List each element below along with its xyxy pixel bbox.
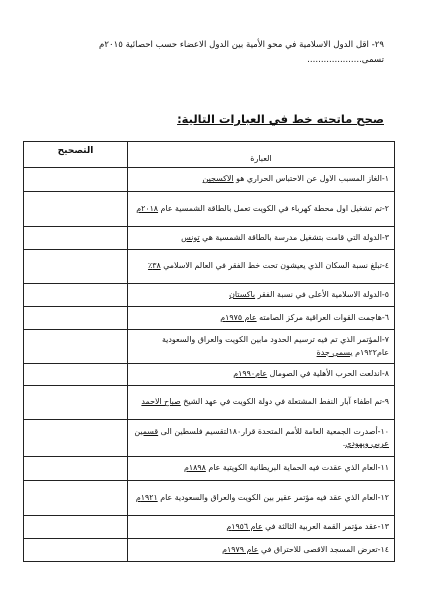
correction-cell[interactable] (24, 227, 128, 250)
underlined-term: عام ١٩٧٥م (220, 312, 257, 322)
statement-cell (128, 386, 395, 420)
underlined-term: ١٩٢١م (135, 492, 158, 502)
statement-text: ٩-تم اطفاء آبار النفط المشتعلة في دولة الكويت في عهد الشيخ (180, 397, 389, 407)
question-29-text: ٢٩- اقل الدول الاسلامية في محو الأمية بين الدول الاعضاء حسب احصائية ٢٠١٥م (99, 40, 384, 50)
statement-text: ١١-العام الذي عقدت فيه الحماية البريطانية الكويتية عام (205, 463, 389, 473)
statement-cell (128, 250, 395, 284)
statement-text: ١٣-عقد مؤتمر القمة العربية الثالثة في (262, 521, 389, 531)
table-row (24, 457, 395, 481)
table-row (24, 307, 395, 330)
underlined-term: صباح الاحمد (141, 397, 181, 407)
statement-text: ٨-اندلعت الحرب الأهلية في الصومال (267, 369, 389, 379)
underlined-term: عام ١٩٧٩م (222, 544, 259, 554)
underlined-term: قسمين عربي ويهودي (134, 426, 389, 448)
header-statement: العبارة (128, 142, 395, 168)
statement-text: ٢-تم تشغيل اول محطة كهرباء في الكويت تعمل بالطاقة الشمسية عام (158, 203, 389, 213)
correction-cell[interactable] (24, 481, 128, 516)
underlined-term: يسمى جدة (316, 347, 353, 357)
statement-cell (128, 227, 395, 250)
table-row (24, 481, 395, 516)
correction-cell[interactable] (24, 284, 128, 307)
correction-cell[interactable] (24, 386, 128, 420)
statement-cell (128, 481, 395, 516)
correction-cell[interactable] (24, 516, 128, 539)
correction-cell[interactable] (24, 307, 128, 330)
statement-text: ٥-الدولة الاسلامية الأعلى في نسبة الفقر (255, 289, 389, 299)
table-row (24, 168, 395, 192)
statement-text: ٣-الدولة التي قامت بتشغيل مدرسة بالطاقة الشمسية هي (199, 232, 389, 242)
table-row (24, 364, 395, 386)
statement-cell (128, 192, 395, 227)
underlined-term: باكستان (229, 289, 256, 299)
table-row (24, 386, 395, 420)
question-29 (34, 38, 384, 68)
statement-cell (128, 364, 395, 386)
table-row (24, 250, 395, 284)
header-correction: التصحيح (24, 142, 128, 168)
correction-cell[interactable] (24, 250, 128, 284)
table-header-row (24, 142, 395, 168)
table-row (24, 227, 395, 250)
underlined-term: ٣٨٪ (147, 261, 161, 271)
underlined-term: عام١٩٩٠م (233, 369, 268, 379)
correction-cell[interactable] (24, 364, 128, 386)
statement-text: ٦-هاجمت القوات العراقية مركز الصامته (256, 312, 389, 322)
underlined-term: عام ١٩٥٦م (226, 521, 263, 531)
underlined-term: تونس (181, 232, 200, 242)
correction-cell[interactable] (24, 192, 128, 227)
correction-cell[interactable] (24, 168, 128, 192)
statement-cell (128, 516, 395, 539)
statement-text: ١-الغاز المسبب الاول عن الاحتباس الحراري هو (233, 174, 389, 184)
question-29-blank: تسمى.................... (307, 55, 384, 65)
section-heading: صحح ماتحته خط في العبارات التالية: (177, 112, 384, 126)
underlined-term: ١٨٩٨م (183, 463, 206, 473)
statement-cell (128, 307, 395, 330)
statement-cell (128, 420, 395, 457)
correction-cell[interactable] (24, 539, 128, 562)
statement-text: ٤-تبلغ نسبة السكان الذي يعيشون تحت خط الفقر في العالم الاسلامي (160, 261, 389, 271)
statement-cell (128, 284, 395, 307)
correction-cell[interactable] (24, 330, 128, 364)
statement-text: ٧-المؤتمر الذي تم فيه ترسيم الحدود مابين الكويت والعراق والسعودية عام١٩٢٢م (161, 335, 389, 357)
table-row (24, 284, 395, 307)
statement-text: ١٢-العام الذي عقد فيه مؤتمر عقير بين الكويت والعراق والسعودية عام (157, 492, 389, 502)
corrections-table (23, 141, 395, 562)
statement-text: ١٠-أصدرت الجمعية العامة للأمم المتحدة قرار١٨٠لتقسيم فلسطين الى (158, 426, 389, 436)
statement-cell (128, 539, 395, 562)
statement-cell (128, 168, 395, 192)
correction-cell[interactable] (24, 457, 128, 481)
statement-suffix: . (342, 439, 346, 448)
table-row (24, 420, 395, 457)
underlined-term: الاكسجين (202, 174, 234, 184)
table-row (24, 192, 395, 227)
correction-cell[interactable] (24, 420, 128, 457)
statement-text: ١٤-تعرض المسجد الاقصى للاحتراق في (258, 544, 389, 554)
underlined-term: ٢٠١٨م (136, 203, 159, 213)
statement-cell (128, 457, 395, 481)
table-row (24, 516, 395, 539)
table-row (24, 330, 395, 364)
statement-cell (128, 330, 395, 364)
table-row (24, 539, 395, 562)
